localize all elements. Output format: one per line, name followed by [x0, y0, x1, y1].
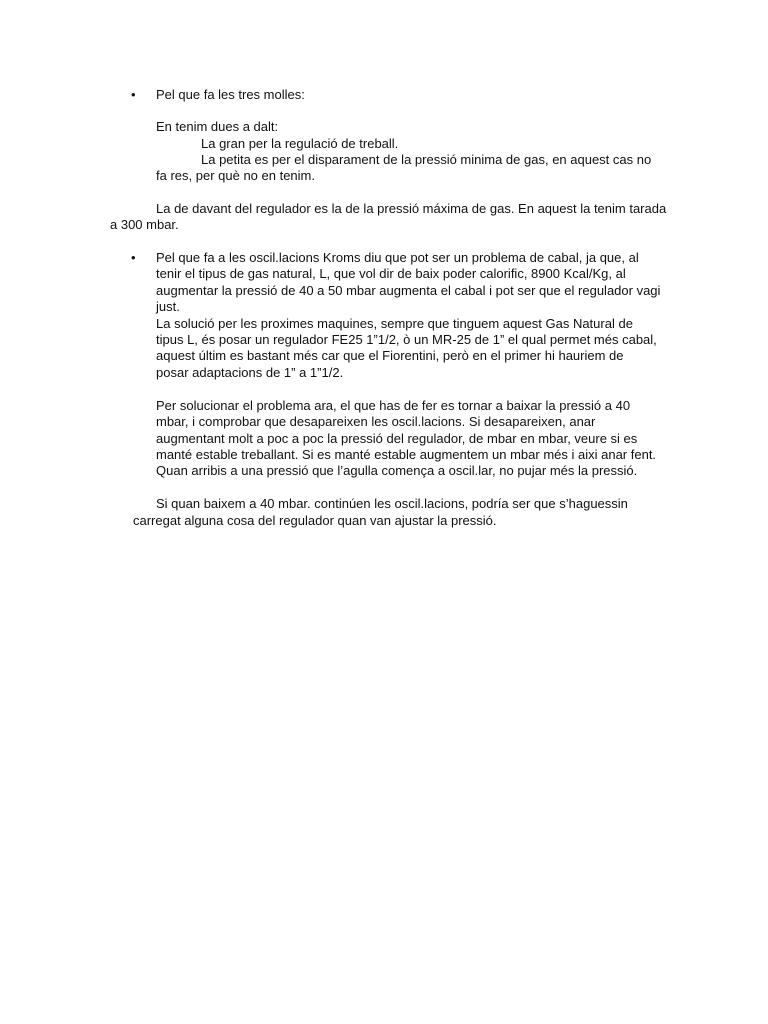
section2-para3-line2: carregat alguna cosa del regulador quan van ajustar la pressió. [133, 513, 497, 528]
section2-line: aquest últim es bastant més car que el Fiorentini, però en el primer hi hauriem de [156, 348, 624, 363]
section2-line: just. [156, 299, 180, 314]
section1-item2-line1: La petita es per el disparament de la pressió minima de gas, en aquest cas no [201, 152, 652, 167]
section2-line: posar adaptacions de 1” a 1”1/2. [156, 365, 344, 380]
section1-para-line2: a 300 mbar. [110, 217, 179, 232]
section2-para2-line: mbar, i comprobar que desapareixen les oscil.lacions. Si desapareixen, anar [156, 414, 596, 429]
section1-item2-line2: fa res, per què no en tenim. [156, 168, 315, 183]
section2-para2-line: manté estable treballant. Si es manté estable augmentem un mbar més i aixi anar fent. [156, 447, 657, 462]
section2-line: tenir el tipus de gas natural, L, que vol dir de baix poder calorific, 8900 Kcal/Kg, al [156, 266, 626, 281]
section2-line: augmentar la pressió de 40 a 50 mbar augmenta el cabal i pot ser que el regulador vagi [156, 283, 661, 298]
section2-para2-line: Per solucionar el problema ara, el que has de fer es tornar a baixar la pressió a 40 [156, 398, 631, 413]
section2-line: La solució per les proximes maquines, sempre que tinguem aquest Gas Natural de [156, 316, 633, 331]
bullet-1: • [131, 87, 136, 102]
section1-intro: En tenim dues a dalt: [156, 119, 279, 134]
section1-item1: La gran per la regulació de treball. [201, 136, 399, 151]
section2-para2-line: Quan arribis a una pressió que l’agulla comença a oscil.lar, no pujar més la pressió. [156, 463, 638, 478]
bullet-2: • [131, 250, 136, 265]
section1-para-line1: La de davant del regulador es la de la pressió máxima de gas. En aquest la tenim tarada [156, 201, 667, 216]
section1-title: Pel que fa les tres molles: [156, 87, 305, 102]
section2-line: Pel que fa a les oscil.lacions Kroms diu que pot ser un problema de cabal, ja que, al [156, 250, 639, 265]
section2-para2-line: augmentant molt a poc a poc la pressió del regulador, de mbar en mbar, veure si es [156, 431, 638, 446]
section2-line: tipus L, és posar un regulador FE25 1”1/2, ò un MR-25 de 1” el qual permet més cabal, [156, 332, 657, 347]
section2-para3-line1: Si quan baixem a 40 mbar. continúen les oscil.lacions, podría ser que s’haguessin [156, 496, 628, 511]
